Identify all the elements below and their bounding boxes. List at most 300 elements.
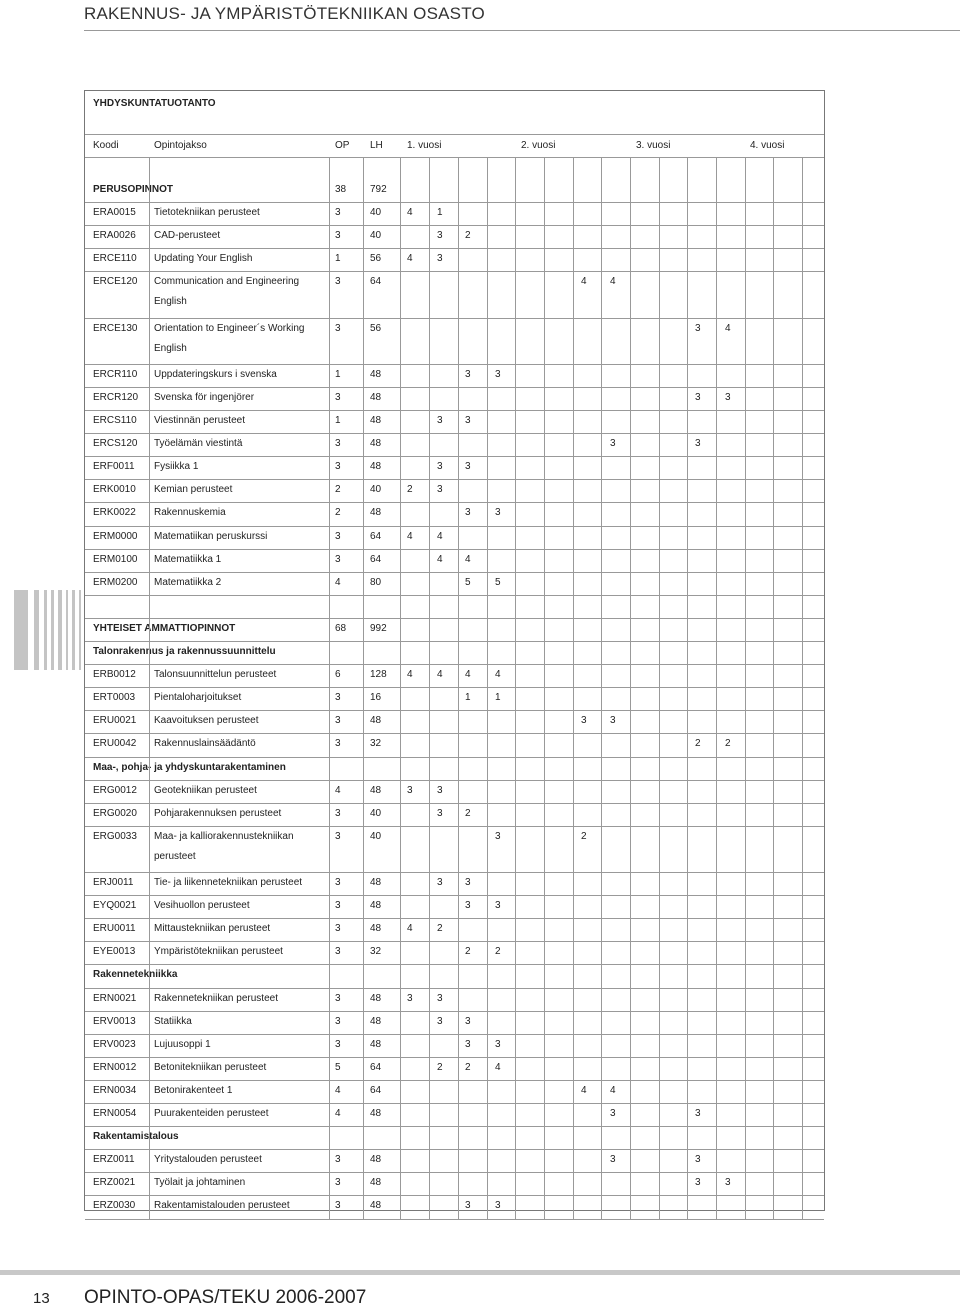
course-name: Mittaustekniikan perusteet: [154, 923, 271, 935]
subheading-label: Rakennetekniikka: [93, 969, 178, 981]
course-code: ERU0021: [93, 715, 137, 727]
row-rule: [85, 526, 824, 527]
column-rule: [487, 157, 488, 1219]
table-row: [85, 1040, 824, 1057]
course-lh: 32: [370, 946, 382, 958]
row-rule: [85, 387, 824, 388]
course-op: 3: [335, 1015, 341, 1027]
section-title-text: YHDYSKUNTATUOTANTO: [93, 98, 216, 109]
period-hours: 3: [437, 253, 443, 265]
course-name: Matematiikka 2: [154, 576, 222, 588]
period-hours: 2: [437, 923, 443, 935]
course-code: ERF0011: [93, 461, 135, 473]
subheading-label: Maa-, pohja- ja yhdyskuntarakentaminen: [93, 761, 286, 773]
course-name: CAD-perusteet: [154, 230, 221, 242]
course-op: 1: [335, 415, 341, 426]
period-hours: 4: [495, 1061, 501, 1073]
row-rule: [85, 1172, 824, 1173]
column-rule: [630, 157, 631, 1219]
course-op: 3: [335, 230, 341, 242]
course-name: Matematiikka 1: [154, 553, 222, 565]
period-hours: 3: [437, 807, 443, 819]
period-hours: 3: [465, 1038, 471, 1050]
period-hours: 3: [695, 438, 701, 450]
period-hours: 3: [725, 1177, 731, 1189]
course-code: ERCS110: [93, 415, 137, 426]
course-lh: 56: [370, 322, 382, 334]
course-lh: 40: [370, 207, 382, 219]
table-row: [85, 693, 824, 710]
course-code: ERA0026: [93, 230, 136, 242]
course-op: 3: [335, 322, 341, 334]
period-hours: 3: [695, 1177, 701, 1189]
course-op: 3: [335, 461, 341, 473]
period-hours: 3: [465, 1015, 471, 1027]
row-rule: [85, 248, 824, 249]
period-hours: 4: [407, 669, 413, 681]
column-rule: [400, 157, 401, 1219]
table-row: [85, 924, 824, 941]
course-code: ERM0000: [93, 530, 138, 542]
column-rule: [515, 157, 516, 1219]
row-rule: [85, 1011, 824, 1012]
course-code: ERG0033: [93, 830, 137, 842]
table-group-heading: [85, 624, 824, 641]
course-code: ERA0015: [93, 207, 136, 219]
column-header: 4. vuosi: [750, 140, 785, 151]
course-name: Betonitekniikan perusteet: [154, 1061, 267, 1073]
table-row: [85, 578, 824, 595]
course-op: 3: [335, 877, 341, 888]
course-op: 3: [335, 830, 341, 842]
table-subheading: [85, 1132, 824, 1149]
table-row: [85, 277, 824, 317]
course-op: 3: [335, 1038, 341, 1050]
table-row: [85, 393, 824, 410]
row-rule: [85, 410, 824, 411]
subheading-label: Talonrakennus ja rakennussuunnittelu: [93, 646, 276, 657]
column-rule: [429, 157, 430, 1219]
period-hours: 3: [695, 1154, 701, 1166]
course-op: 2: [335, 507, 341, 519]
period-hours: 3: [437, 461, 443, 473]
course-name: Kemian perusteet: [154, 484, 233, 496]
course-lh: 48: [370, 391, 382, 403]
table-row: [85, 462, 824, 479]
table-row: [85, 739, 824, 756]
course-code: EYQ0021: [93, 900, 137, 912]
row-rule: [85, 1149, 824, 1150]
row-rule: [85, 641, 824, 642]
row-rule: [85, 1080, 824, 1081]
table-row: [85, 532, 824, 549]
column-header: Opintojakso: [154, 140, 207, 151]
course-name: Rakennuskemia: [154, 507, 226, 519]
course-code: ERCE130: [93, 322, 138, 334]
period-hours: 3: [407, 784, 413, 796]
period-hours: 3: [581, 715, 587, 727]
period-hours: 4: [495, 669, 501, 681]
course-op: 4: [335, 784, 341, 796]
row-rule: [85, 225, 824, 226]
row-rule: [85, 549, 824, 550]
period-hours: 4: [465, 669, 471, 681]
course-name: Communication and Engineering: [154, 276, 300, 288]
course-lh: 64: [370, 276, 382, 288]
table-row: [85, 1109, 824, 1126]
course-op: 3: [335, 276, 341, 288]
course-code: ERM0100: [93, 553, 138, 565]
row-rule: [85, 364, 824, 365]
course-name: Vesihuollon perusteet: [154, 900, 250, 912]
course-name: Rakentamistalouden perusteet: [154, 1200, 290, 1212]
period-hours: 3: [495, 900, 501, 912]
course-op: 4: [335, 1108, 341, 1119]
period-hours: 2: [581, 830, 587, 842]
course-name: Tietotekniikan perusteet: [154, 207, 260, 219]
course-lh: 48: [370, 507, 382, 519]
header-rule: [85, 157, 824, 158]
period-hours: 3: [695, 391, 701, 403]
course-op: 3: [335, 1200, 341, 1212]
course-lh: 48: [370, 784, 382, 796]
period-hours: 2: [725, 738, 731, 750]
period-hours: 3: [465, 507, 471, 519]
period-hours: 1: [437, 207, 443, 219]
period-hours: 3: [495, 1038, 501, 1050]
course-code: ERK0010: [93, 484, 136, 496]
course-op: 4: [335, 1084, 341, 1096]
period-hours: 3: [610, 438, 616, 450]
table-row: [85, 994, 824, 1011]
period-hours: 3: [465, 461, 471, 473]
row-rule: [85, 456, 824, 457]
row-rule: [85, 988, 824, 989]
period-hours: 3: [437, 415, 443, 426]
course-lh: 48: [370, 415, 382, 426]
course-name: Orientation to Engineer´s Working: [154, 322, 305, 334]
course-lh: 48: [370, 1154, 382, 1166]
course-code: ERCE120: [93, 276, 138, 288]
table-row: [85, 416, 824, 433]
course-name: Uppdateringskurs i svenska: [154, 368, 277, 380]
column-rule: [716, 157, 717, 1219]
row-rule: [85, 1103, 824, 1104]
row-rule: [85, 1034, 824, 1035]
course-name: Fysiikka 1: [154, 461, 199, 473]
footer-page-number: 13: [33, 1290, 50, 1307]
course-lh: 40: [370, 230, 382, 242]
column-rule: [573, 157, 574, 1219]
footer-bar: [0, 1270, 960, 1275]
column-rule: [458, 157, 459, 1219]
row-rule: [85, 433, 824, 434]
course-lh: 64: [370, 530, 382, 542]
group-op-total: 38: [335, 184, 347, 195]
period-hours: 2: [695, 738, 701, 750]
page-header-title: RAKENNUS- JA YMPÄRISTÖTEKNIIKAN OSASTO: [84, 4, 485, 23]
course-lh: 32: [370, 738, 382, 750]
table-row: [85, 809, 824, 826]
table-row: [85, 716, 824, 733]
period-hours: 4: [465, 553, 471, 565]
period-hours: 5: [465, 576, 471, 588]
course-name: Ympäristötekniikan perusteet: [154, 946, 283, 958]
course-code: ERCS120: [93, 438, 138, 450]
table-row: [85, 1155, 824, 1172]
period-hours: 2: [465, 230, 471, 242]
row-rule: [85, 664, 824, 665]
column-header: 3. vuosi: [636, 140, 671, 151]
course-name-continued: English: [154, 296, 187, 308]
period-hours: 3: [465, 877, 471, 888]
course-lh: 48: [370, 923, 382, 935]
course-op: 3: [335, 946, 341, 958]
period-hours: 3: [495, 1200, 501, 1212]
table-row: [85, 555, 824, 572]
row-rule: [85, 502, 824, 503]
course-code: ERG0012: [93, 784, 137, 796]
table-row: [85, 208, 824, 225]
course-code: ERCR110: [93, 368, 138, 380]
column-header: Koodi: [93, 140, 119, 151]
period-hours: 4: [581, 276, 587, 288]
column-rule: [363, 157, 364, 1219]
period-hours: 4: [407, 207, 413, 219]
course-lh: 48: [370, 1108, 382, 1119]
course-code: ERCE110: [93, 253, 137, 265]
table-row: [85, 370, 824, 387]
column-rule: [659, 157, 660, 1219]
period-hours: 4: [581, 1084, 587, 1096]
period-hours: 3: [437, 877, 443, 888]
course-code: ERG0020: [93, 807, 137, 819]
course-op: 3: [335, 807, 341, 819]
period-hours: 3: [610, 715, 616, 727]
group-op-total: 68: [335, 622, 347, 634]
column-rule: [687, 157, 688, 1219]
course-name: Rakennuslainsäädäntö: [154, 738, 256, 750]
course-lh: 56: [370, 253, 382, 265]
period-hours: 3: [437, 484, 443, 496]
period-hours: 3: [610, 1108, 616, 1119]
period-hours: 4: [407, 253, 413, 265]
table-row: [85, 485, 824, 502]
period-hours: 4: [407, 530, 413, 542]
course-op: 3: [335, 692, 341, 704]
group-heading-label: YHTEISET AMMATTIOPINNOT: [93, 622, 236, 634]
column-rule: [745, 157, 746, 1219]
table-subheading: [85, 763, 824, 780]
course-lh: 64: [370, 1084, 382, 1096]
period-hours: 3: [610, 1154, 616, 1166]
course-name: Lujuusoppi 1: [154, 1038, 211, 1050]
course-lh: 48: [370, 438, 382, 450]
row-rule: [85, 710, 824, 711]
course-op: 3: [335, 438, 341, 450]
period-hours: 3: [465, 1200, 471, 1212]
table-subheading: [85, 970, 824, 987]
row-rule: [85, 687, 824, 688]
course-lh: 40: [370, 830, 382, 842]
period-hours: 4: [610, 276, 616, 288]
course-lh: 40: [370, 484, 382, 496]
course-name: Maa- ja kalliorakennustekniikan: [154, 830, 294, 842]
period-hours: 2: [407, 484, 413, 496]
course-name-continued: English: [154, 342, 187, 354]
column-rule: [802, 157, 803, 1219]
course-name: Geotekniikan perusteet: [154, 784, 257, 796]
period-hours: 3: [495, 507, 501, 519]
period-hours: 4: [437, 669, 443, 681]
course-lh: 48: [370, 715, 382, 727]
course-op: 3: [335, 1177, 341, 1189]
period-hours: 2: [495, 946, 501, 958]
column-header: OP: [335, 140, 350, 151]
table-group-heading: [85, 185, 824, 202]
course-code: ERZ0021: [93, 1177, 136, 1189]
course-name: Työelämän viestintä: [154, 438, 243, 450]
table-row: [85, 670, 824, 687]
course-code: ERN0021: [93, 992, 137, 1004]
row-rule: [85, 271, 824, 272]
period-hours: 3: [695, 322, 701, 334]
course-name: Pientaloharjoitukset: [154, 692, 242, 704]
course-code: ERN0034: [93, 1084, 137, 1096]
period-hours: 3: [437, 784, 443, 796]
course-lh: 64: [370, 1061, 382, 1073]
row-rule: [85, 1219, 824, 1220]
period-hours: 1: [465, 692, 471, 704]
column-rule: [601, 157, 602, 1219]
period-hours: 3: [495, 368, 501, 380]
period-hours: 3: [465, 368, 471, 380]
course-op: 3: [335, 715, 341, 727]
course-op: 1: [335, 253, 341, 265]
course-op: 1: [335, 368, 341, 380]
table-row: [85, 1178, 824, 1195]
row-rule: [85, 941, 824, 942]
course-lh: 80: [370, 576, 382, 588]
course-lh: 40: [370, 807, 382, 819]
course-name: Talonsuunnittelun perusteet: [154, 669, 277, 681]
course-code: ERV0013: [93, 1015, 136, 1027]
course-name: Rakennetekniikan perusteet: [154, 992, 278, 1004]
table-row: [85, 508, 824, 525]
course-op: 3: [335, 530, 341, 542]
course-lh: 128: [370, 669, 387, 681]
period-hours: 3: [495, 830, 501, 842]
column-rule: [329, 157, 330, 1219]
course-name: Matematiikan peruskurssi: [154, 530, 268, 542]
course-name: Työlait ja johtaminen: [154, 1177, 246, 1189]
row-rule: [85, 780, 824, 781]
decorative-barcode-stripes: [0, 590, 84, 670]
column-rule: [544, 157, 545, 1219]
course-lh: 48: [370, 992, 382, 1004]
period-hours: 3: [407, 992, 413, 1004]
course-lh: 48: [370, 368, 382, 380]
period-hours: 3: [437, 230, 443, 242]
row-rule: [85, 872, 824, 873]
row-rule: [85, 964, 824, 965]
title-rule: [85, 134, 824, 135]
period-hours: 5: [495, 576, 501, 588]
table-row: [85, 947, 824, 964]
course-code: ERJ0011: [93, 877, 134, 888]
period-hours: 2: [465, 946, 471, 958]
course-code: ERU0042: [93, 738, 137, 750]
row-rule: [85, 918, 824, 919]
course-name: Betonirakenteet 1: [154, 1084, 233, 1096]
period-hours: 4: [407, 923, 413, 935]
row-rule: [85, 803, 824, 804]
subheading-label: Rakentamistalous: [93, 1131, 179, 1143]
course-name: Puurakenteiden perusteet: [154, 1108, 269, 1119]
table-row: [85, 901, 824, 918]
course-lh: 64: [370, 553, 382, 565]
course-code: ERCR120: [93, 391, 139, 403]
course-lh: 48: [370, 1200, 382, 1212]
row-rule: [85, 757, 824, 758]
course-code: ERN0012: [93, 1061, 137, 1073]
period-hours: 3: [465, 900, 471, 912]
row-rule: [85, 1126, 824, 1127]
period-hours: 2: [465, 1061, 471, 1073]
row-rule: [85, 895, 824, 896]
course-code: ERU0011: [93, 923, 136, 935]
period-hours: 3: [437, 992, 443, 1004]
course-op: 3: [335, 900, 341, 912]
period-hours: 2: [465, 807, 471, 819]
course-name: Kaavoituksen perusteet: [154, 715, 259, 727]
course-name: Pohjarakennuksen perusteet: [154, 807, 282, 819]
row-rule: [85, 826, 824, 827]
column-rule: [773, 157, 774, 1219]
course-op: 3: [335, 1154, 341, 1166]
column-header: 2. vuosi: [521, 140, 556, 151]
row-rule: [85, 1195, 824, 1196]
course-name: Tie- ja liikennetekniikan perusteet: [154, 877, 303, 888]
period-hours: 3: [437, 1015, 443, 1027]
table-row: [85, 324, 824, 364]
course-op: 3: [335, 738, 341, 750]
course-lh: 48: [370, 461, 382, 473]
table-row: [85, 254, 824, 271]
row-rule: [85, 479, 824, 480]
table-row: [85, 786, 824, 803]
column-header: LH: [370, 140, 383, 151]
course-op: 3: [335, 391, 341, 403]
period-hours: 4: [437, 553, 443, 565]
course-name: Statiikka: [154, 1015, 192, 1027]
period-hours: 3: [725, 391, 731, 403]
row-rule: [85, 572, 824, 573]
row-rule: [85, 595, 824, 596]
table-row: [85, 1063, 824, 1080]
period-hours: 4: [610, 1084, 616, 1096]
table-row: [85, 439, 824, 456]
course-op: 4: [335, 576, 341, 588]
row-rule: [85, 318, 824, 319]
course-lh: 48: [370, 1177, 382, 1189]
course-lh: 48: [370, 1015, 382, 1027]
course-name: Svenska för ingenjörer: [154, 391, 255, 403]
curriculum-table: [84, 90, 825, 1211]
course-lh: 48: [370, 1038, 382, 1050]
row-rule: [85, 1057, 824, 1058]
course-code: ERV0023: [93, 1038, 136, 1050]
